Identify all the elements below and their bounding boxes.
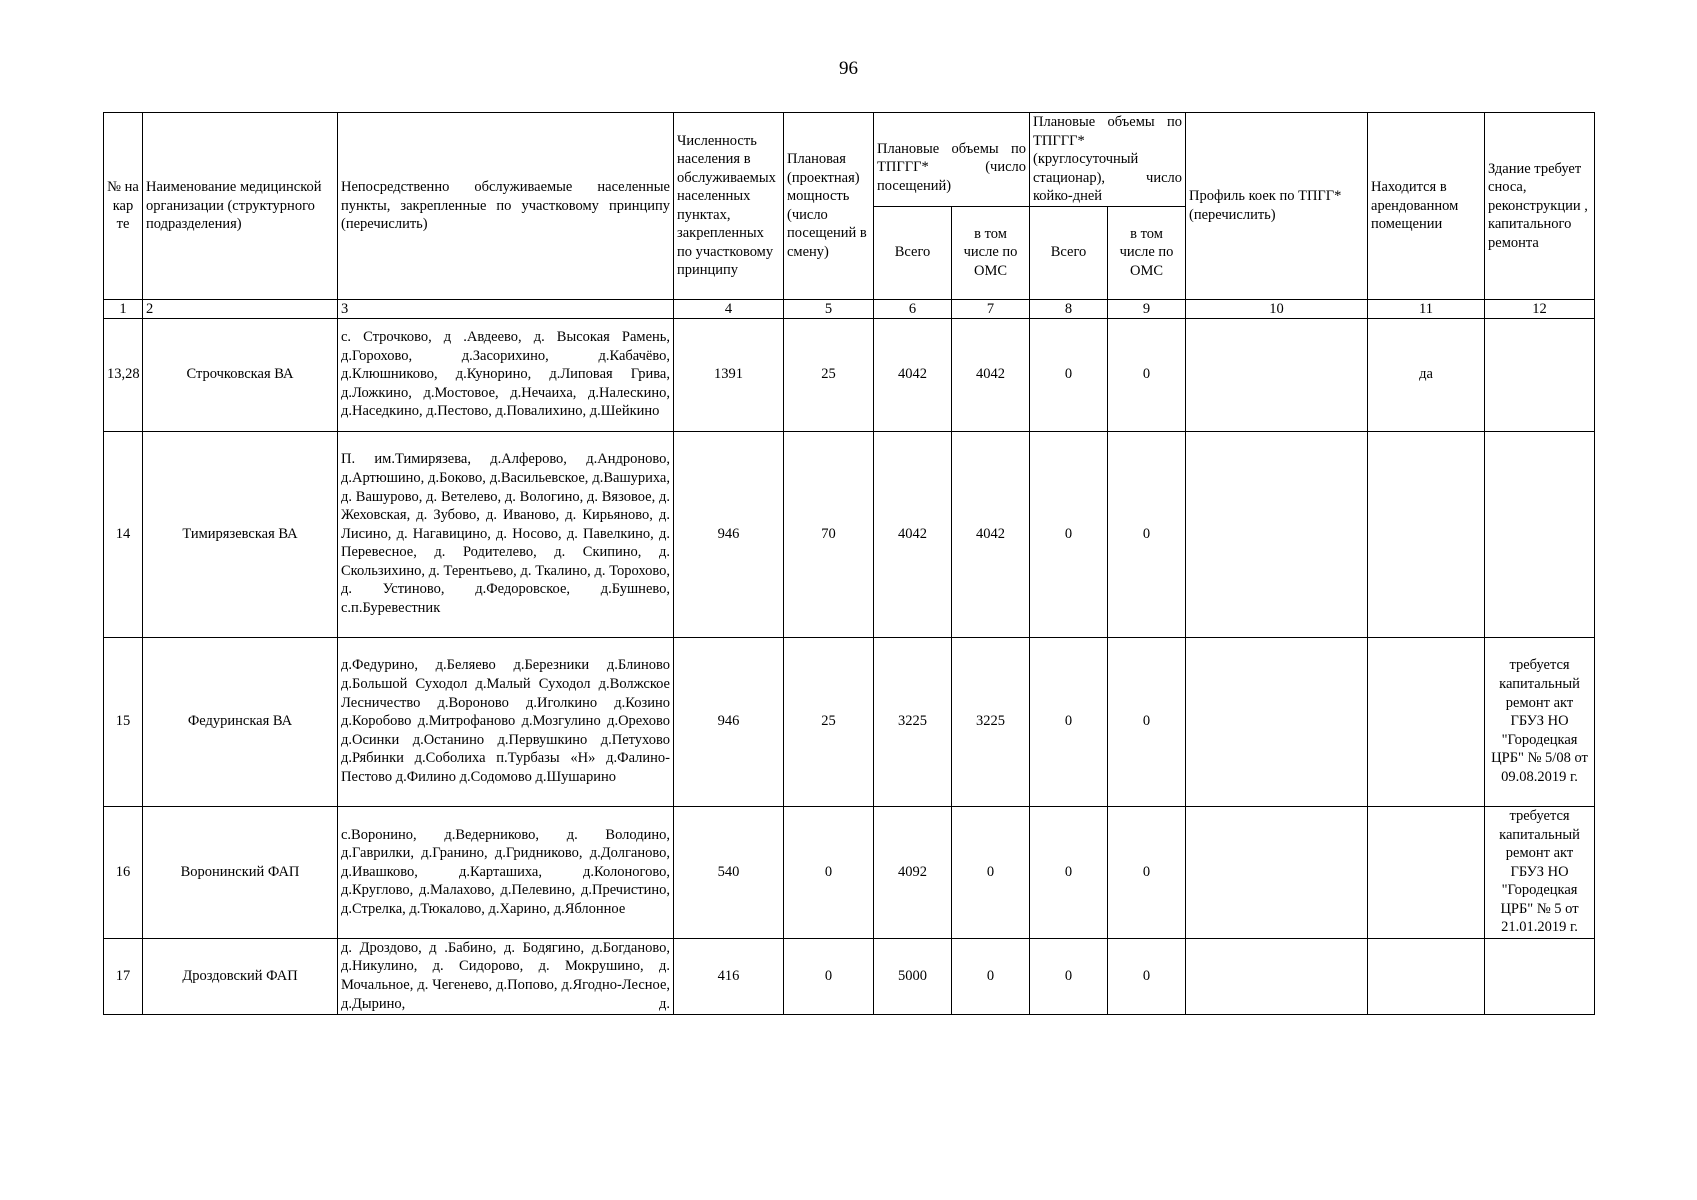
- page-number: 96: [839, 58, 858, 79]
- population-value: 946: [674, 431, 784, 637]
- visits-total-value: 4042: [874, 431, 952, 637]
- rented-value: [1368, 637, 1485, 806]
- rented-value: [1368, 431, 1485, 637]
- facility-name: Воронинский ФАП: [143, 806, 338, 938]
- repair-note: требуется капитальный ремонт акт ГБУЗ НО "Городецкая ЦРБ" № 5 от 21.01.2019 г.: [1485, 806, 1595, 938]
- header-row-1: [104, 113, 1595, 207]
- column-number: 7: [952, 299, 1030, 318]
- header-repair: Здание требует сноса, реконструкции , капитального ремонта: [1485, 113, 1595, 300]
- table-row: [104, 938, 1595, 1014]
- repair-note: [1485, 938, 1595, 1014]
- row-number: 14: [104, 431, 143, 637]
- header-population: Численность населения в обслуживаемых населенных пунктах, закрепленных по участковому принципу: [674, 113, 784, 300]
- capacity-value: 70: [784, 431, 874, 637]
- bed-profile-value: [1186, 431, 1368, 637]
- header-beds: Плановые объемы по ТПГГГ* (круглосуточный стационар), число койко-дней: [1030, 113, 1186, 207]
- header-bed-profile: Профиль коек по ТПГГ* (перечислить): [1186, 113, 1368, 300]
- header-visits-oms: в том числе по ОМС: [952, 206, 1030, 299]
- rented-value: [1368, 806, 1485, 938]
- column-number: 12: [1485, 299, 1595, 318]
- header-visits-total: Всего: [874, 206, 952, 299]
- header-name: Наименование медицинской организации (структурного подразделения): [143, 113, 338, 300]
- header-visits: Плановые объемы по ТПГГГ* (число посещений): [874, 113, 1030, 207]
- capacity-value: 25: [784, 318, 874, 431]
- beds-total-value: 0: [1030, 637, 1108, 806]
- column-number: 9: [1108, 299, 1186, 318]
- table-row: [104, 318, 1595, 431]
- row-number: 13,28: [104, 318, 143, 431]
- column-number: 5: [784, 299, 874, 318]
- visits-total-value: 5000: [874, 938, 952, 1014]
- column-number: 8: [1030, 299, 1108, 318]
- column-number: 4: [674, 299, 784, 318]
- settlements-list: д.Федурино, д.Беляево д.Березники д.Блиново д.Большой Суходол д.Малый Суходол д.Волжское Лесничество д.Вороново д.Иголкино д.Козино д.Коробово д.Митрофаново д.Мозгулино д.Орехово д.Осинки д.Останино д.Первушкино д.Петухово д.Рябинки д.Соболиха п.Турбазы «Н» д.Фалино-Пестово д.Филино д.Содомово д.Шушарино: [338, 637, 674, 806]
- header-beds-total: Всего: [1030, 206, 1108, 299]
- settlements-list: д. Дроздово, д .Бабино, д. Бодягино, д.Богданово, д.Никулино, д. Сидорово, д. Мокрушино, д. Мочальное, д. Чегенево, д.Попово, д.Ягодно-Лесное, д.Дырино, д.: [338, 938, 674, 1014]
- header-capacity: Плановая (проектная) мощность (число посещений в смену): [784, 113, 874, 300]
- population-value: 1391: [674, 318, 784, 431]
- beds-oms-value: 0: [1108, 806, 1186, 938]
- header-beds-oms: в том числе по ОМС: [1108, 206, 1186, 299]
- visits-total-value: 4042: [874, 318, 952, 431]
- header-rented: Находится в арендованном помещении: [1368, 113, 1485, 300]
- repair-note: [1485, 431, 1595, 637]
- facility-name: Дроздовский ФАП: [143, 938, 338, 1014]
- visits-oms-value: 0: [952, 938, 1030, 1014]
- visits-oms-value: 0: [952, 806, 1030, 938]
- bed-profile-value: [1186, 318, 1368, 431]
- visits-oms-value: 3225: [952, 637, 1030, 806]
- facility-name: Федуринская ВА: [143, 637, 338, 806]
- bed-profile-value: [1186, 938, 1368, 1014]
- settlements-list: П. им.Тимирязева, д.Алферово, д.Андроново, д.Артюшино, д.Боково, д.Васильевское, д.Вашуриха, д. Вашурово, д. Ветелево, д. Вологино, д. Вязовое, д. Жеховская, д. Зубово, д. Иваново, д. Кирьяново, д. Лисино, д. Нагавицино, д. Носово, д. Павелкино, д. Перевесное, д. Родителево, д. Скипино, д. Скользихино, д. Терентьево, д. Ткалино, д. Торохово, д. Устиново, д.Федоровское, д.Бушнево, с.п.Буревестник: [338, 431, 674, 637]
- header-num: № на кар те: [104, 113, 143, 300]
- beds-total-value: 0: [1030, 431, 1108, 637]
- population-value: 946: [674, 637, 784, 806]
- column-number: 1: [104, 299, 143, 318]
- table-row: [104, 431, 1595, 637]
- facility-name: Строчковская ВА: [143, 318, 338, 431]
- settlements-list: с. Строчково, д .Авдеево, д. Высокая Рамень, д.Горохово, д.Засорихино, д.Кабачёво, д.Клюшниково, д.Кунорино, д.Липовая Грива, д.Ложкино, д.Мостовое, д.Нечаиха, д.Налескино, д.Наседкино, д.Пестово, д.Повалихино, д.Шейкино: [338, 318, 674, 431]
- rented-value: [1368, 938, 1485, 1014]
- bed-profile-value: [1186, 637, 1368, 806]
- beds-oms-value: 0: [1108, 431, 1186, 637]
- column-number: 10: [1186, 299, 1368, 318]
- beds-oms-value: 0: [1108, 637, 1186, 806]
- table-row: [104, 637, 1595, 806]
- visits-total-value: 3225: [874, 637, 952, 806]
- row-number: 16: [104, 806, 143, 938]
- population-value: 416: [674, 938, 784, 1014]
- column-number: 6: [874, 299, 952, 318]
- column-number-row: [104, 299, 1595, 318]
- beds-oms-value: 0: [1108, 318, 1186, 431]
- capacity-value: 0: [784, 938, 874, 1014]
- header-settlements: Непосредственно обслуживаемые населенные пункты, закрепленные по участковому принципу (перечислить): [338, 113, 674, 300]
- beds-oms-value: 0: [1108, 938, 1186, 1014]
- population-value: 540: [674, 806, 784, 938]
- capacity-value: 25: [784, 637, 874, 806]
- column-number: 2: [143, 299, 338, 318]
- settlements-list: с.Воронино, д.Ведерниково, д. Володино, д.Гаврилки, д.Гранино, д.Гридниково, д.Долганово, д.Ивашково, д.Карташиха, д.Колоногово, д.Круглово, д.Малахово, д.Пелевино, д.Пречистино, д.Стрелка, д.Тюкалово, д.Харино, д.Яблонное: [338, 806, 674, 938]
- row-number: 15: [104, 637, 143, 806]
- repair-note: требуется капитальный ремонт акт ГБУЗ НО "Городецкая ЦРБ" № 5/08 от 09.08.2019 г.: [1485, 637, 1595, 806]
- visits-total-value: 4092: [874, 806, 952, 938]
- column-number: 11: [1368, 299, 1485, 318]
- facilities-table: [103, 112, 1595, 1015]
- beds-total-value: 0: [1030, 938, 1108, 1014]
- table-row: [104, 806, 1595, 938]
- bed-profile-value: [1186, 806, 1368, 938]
- repair-note: [1485, 318, 1595, 431]
- beds-total-value: 0: [1030, 318, 1108, 431]
- visits-oms-value: 4042: [952, 431, 1030, 637]
- beds-total-value: 0: [1030, 806, 1108, 938]
- facility-name: Тимирязевская ВА: [143, 431, 338, 637]
- capacity-value: 0: [784, 806, 874, 938]
- rented-value: да: [1368, 318, 1485, 431]
- visits-oms-value: 4042: [952, 318, 1030, 431]
- column-number: 3: [338, 299, 674, 318]
- row-number: 17: [104, 938, 143, 1014]
